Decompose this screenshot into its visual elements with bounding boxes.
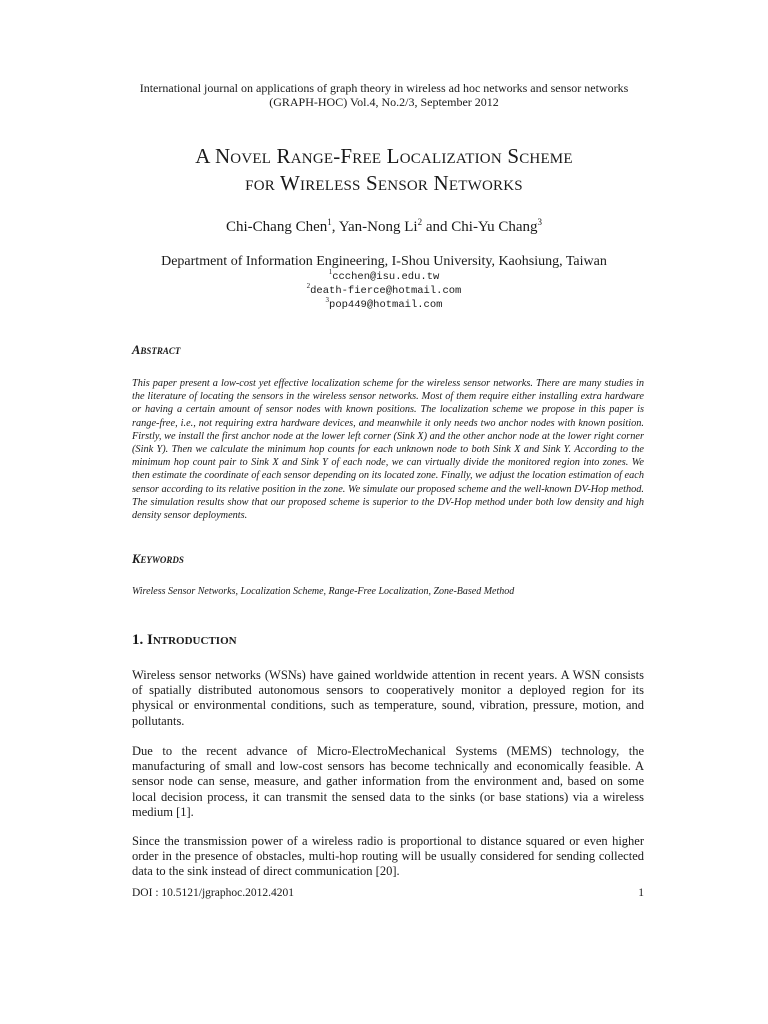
author-separator: and	[422, 219, 452, 235]
author-affiliation-mark: 1	[327, 217, 332, 227]
author-affiliation-mark: 2	[417, 217, 423, 227]
author-list	[0, 218, 768, 236]
keywords-text: Wireless Sensor Networks, Localization Scheme, Range-Free Localization, Zone-Based Method	[132, 586, 515, 597]
body-paragraph: Since the transmission power of a wireless radio is proportional to distance squared or even higher order in the presence of obstacles, multi-hop routing will be usually considered for sending collected data to the sink instead of direct communication [20].	[132, 834, 644, 879]
paper-title	[0, 143, 768, 197]
introduction-heading: 1. Introduction	[132, 632, 237, 648]
author-name: Chi-Chang Chen	[225, 219, 328, 235]
journal-name: International journal on applications of graph theory in wireless ad hoc networks and sensor networks	[139, 81, 629, 95]
email-line	[0, 270, 768, 284]
page-number: 1	[638, 887, 644, 899]
journal-volume: (GRAPH-HOC) Vol.4, No.2/3, September 2012	[269, 95, 499, 109]
email-line	[0, 284, 768, 298]
email-mark: 3	[325, 296, 330, 304]
abstract-text: This paper present a low-cost yet effective localization scheme for the wireless sensor networks. There are many studies in the literature of locating the sensors in the wireless sensor networks. Most of them require either installing extra hardware or having a certain amount of sensor nodes with known positions. The localization scheme we propose in this paper is range-free, i.e., not requiring extra hardware devices, and meanwhile it only needs two anchor nodes with known position. Firstly, we install the first anchor node at the lower left corner (Sink X) and the other anchor node at the lower right corner (Sink Y). Then we calculate the minimum hop counts for each unknown node to both Sink X and Sink Y. According to the minimum hop count pair to Sink X and Sink Y of each node, we can virtually divide the monitored region into zones. We then estimate the coordinate of each sensor depending on its located zone. Finally, we adjust the location estimation of each sensor according to its relative position in the zone. We simulate our proposed scheme and the well-known DV-Hop method. The simulation results show that our proposed scheme is superior to the DV-Hop method under both low density and high density sensor deployments.	[132, 378, 644, 522]
author-affiliation-mark: 3	[537, 217, 543, 227]
email-address[interactable]: ccchen@isu.edu.tw	[332, 271, 440, 283]
email-address[interactable]: pop449@hotmail.com	[329, 299, 443, 311]
email-mark: 1	[328, 268, 333, 276]
doi-label[interactable]: DOI : 10.5121/jgraphoc.2012.4201	[132, 887, 294, 899]
author-name: Yan-Nong Li	[338, 219, 418, 235]
keywords-heading: Keywords	[132, 552, 184, 566]
author-name: Chi-Yu Chang	[451, 219, 538, 235]
email-line	[0, 298, 768, 312]
body-paragraph: Wireless sensor networks (WSNs) have gained worldwide attention in recent years. A WSN consists of spatially distributed autonomous sensors to cooperatively monitor a deployed region for its physical or environmental conditions, such as temperature, sound, vibration, pressure, motion, and pollutants.	[132, 668, 644, 728]
title-line-2: for Wireless Sensor Networks	[245, 171, 523, 195]
email-mark: 2	[306, 282, 311, 290]
body-paragraph: Due to the recent advance of Micro-ElectroMechanical Systems (MEMS) technology, the manufacturing of small and low-cost sensors has become technically and economically feasible. A sensor node can sense, measure, and gather information from the environment and, based on some local decision process, it can transmit the sensed data to the sinks (or base stations) via a wireless medium [1].	[132, 744, 644, 819]
journal-header	[0, 81, 768, 109]
title-line-1: A Novel Range-Free Localization Scheme	[195, 144, 573, 168]
abstract-heading: Abstract	[132, 343, 181, 357]
email-list	[0, 270, 768, 312]
author-separator: ,	[331, 219, 339, 235]
email-address[interactable]: death-fierce@hotmail.com	[310, 285, 462, 297]
affiliation: Department of Information Engineering, I-Shou University, Kaohsiung, Taiwan	[161, 254, 607, 269]
